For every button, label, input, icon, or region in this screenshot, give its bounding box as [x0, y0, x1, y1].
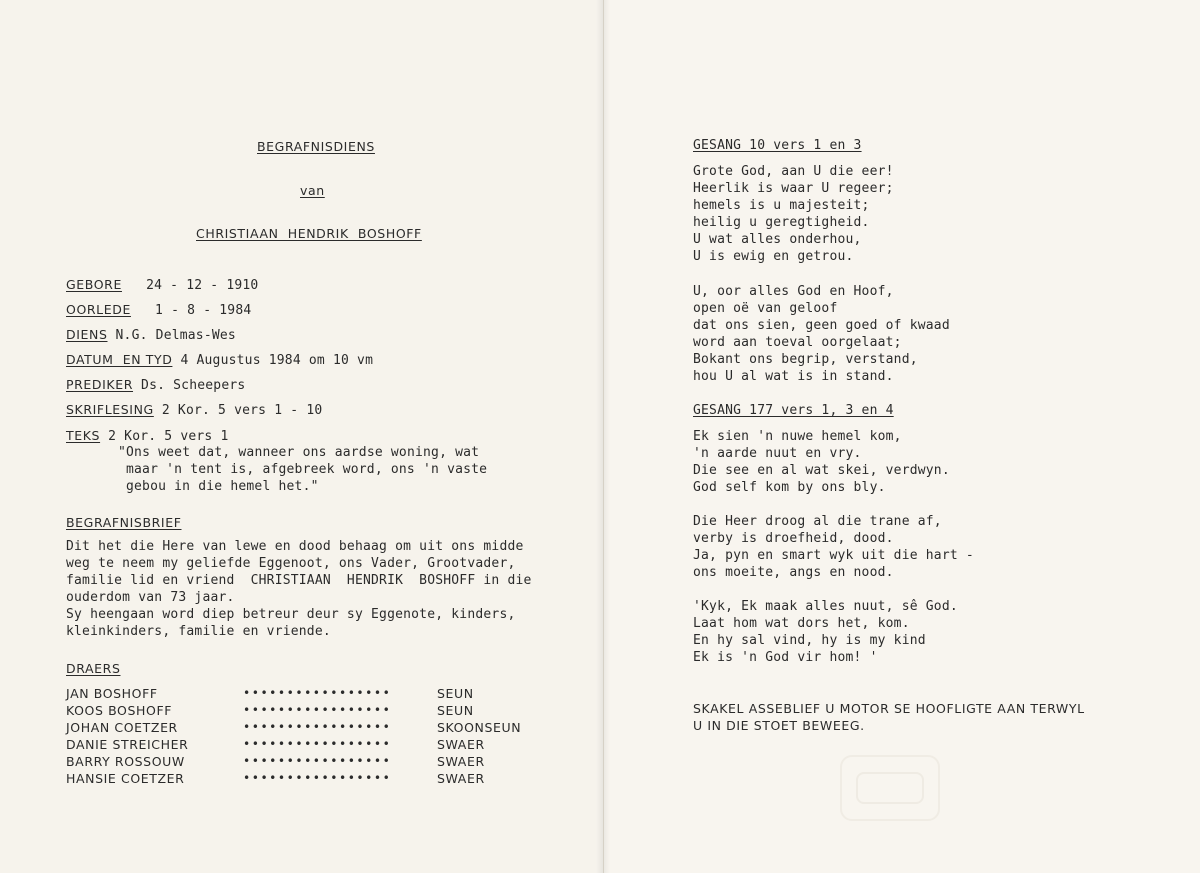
detail-skriflesing — [66, 401, 322, 419]
hymn-line: hemels is u majesteit; — [693, 198, 870, 213]
hymn-line: Bokant ons begrip, verstand, — [693, 352, 918, 367]
draer-relation: SKOONSEUN — [437, 720, 522, 735]
hymn-line: hou U al wat is in stand. — [693, 369, 894, 384]
detail-value: 24 - 12 - 1910 — [146, 278, 259, 293]
page-fold — [596, 0, 610, 873]
draer-name: JOHAN COETZER — [66, 720, 178, 735]
hymn-line: Laat hom wat dors het, kom. — [693, 616, 910, 631]
detail-value: N.G. Delmas-Wes — [115, 328, 236, 343]
brief-line: weg te neem my geliefde Eggenoot, ons Vader, Grootvader, — [66, 556, 516, 571]
detail-datum — [66, 351, 373, 369]
detail-value: 4 Augustus 1984 om 10 vm — [180, 353, 374, 368]
hymn-line: Ja, pyn en smart wyk uit die hart - — [693, 548, 974, 563]
brief-line: Sy heengaan word diep betreur deur sy Eggenote, kinders, — [66, 607, 516, 622]
hymn-line: God self kom by ons bly. — [693, 480, 886, 495]
hymn-line: 'n aarde nuut en vry. — [693, 446, 862, 461]
leader-dots: ••••••••••••••••• — [243, 703, 392, 717]
detail-label: GEBORE — [66, 277, 122, 292]
brief-line: familie lid en vriend CHRISTIAAN HENDRIK BOSHOFF in die — [66, 573, 532, 588]
leader-dots: ••••••••••••••••• — [243, 686, 392, 700]
detail-label: SKRIFLESING — [66, 402, 154, 417]
begrafnisbrief-heading: BEGRAFNISBRIEF — [66, 515, 182, 530]
detail-label: OORLEDE — [66, 302, 131, 317]
draer-relation: SEUN — [437, 703, 474, 718]
gesang-10-heading: GESANG 10 vers 1 en 3 — [693, 138, 862, 153]
leader-dots: ••••••••••••••••• — [243, 754, 392, 768]
draer-name: KOOS BOSHOFF — [66, 703, 173, 718]
hymn-line: U wat alles onderhou, — [693, 232, 862, 247]
hymn-line: U is ewig en getrou. — [693, 249, 854, 264]
draer-relation: SEUN — [437, 686, 474, 701]
draer-relation: SWAER — [437, 771, 485, 786]
draer-name: BARRY ROSSOUW — [66, 754, 185, 769]
hymn-line: En hy sal vind, hy is my kind — [693, 633, 926, 648]
headlights-notice-line: U IN DIE STOET BEWEEG. — [693, 718, 865, 733]
draer-name: JAN BOSHOFF — [66, 686, 158, 701]
hymn-line: 'Kyk, Ek maak alles nuut, sê God. — [693, 599, 958, 614]
detail-prediker — [66, 376, 245, 394]
document-title: BEGRAFNISDIENS — [257, 139, 375, 154]
detail-label: PREDIKER — [66, 377, 134, 392]
headlights-notice-line: SKAKEL ASSEBLIEF U MOTOR SE HOOFLIGTE AAN TERWYL — [693, 701, 1085, 716]
van-label: van — [300, 183, 325, 198]
hymn-line: U, oor alles God en Hoof, — [693, 284, 894, 299]
brief-line: ouderdom van 73 jaar. — [66, 590, 235, 605]
hymn-line: Ek is 'n God vir hom! ' — [693, 650, 878, 665]
detail-label: TEKS — [66, 428, 101, 443]
detail-diens — [66, 326, 236, 344]
hymn-line: open oë van geloof — [693, 301, 838, 316]
detail-gebore — [66, 276, 258, 294]
detail-value: Ds. Scheepers — [141, 378, 246, 393]
hymn-line: Die Heer droog al die trane af, — [693, 514, 942, 529]
leader-dots: ••••••••••••••••• — [243, 771, 392, 785]
hymn-line: Heerlik is waar U regeer; — [693, 181, 894, 196]
deceased-name: CHRISTIAAN HENDRIK BOSHOFF — [196, 226, 422, 241]
leader-dots: ••••••••••••••••• — [243, 737, 392, 751]
gesang-177-heading: GESANG 177 vers 1, 3 en 4 — [693, 403, 894, 418]
draer-name: HANSIE COETZER — [66, 771, 185, 786]
hymn-line: Die see en al wat skei, verdwyn. — [693, 463, 950, 478]
hymn-line: Grote God, aan U die eer! — [693, 164, 894, 179]
detail-value: 2 Kor. 5 vers 1 — [108, 429, 229, 444]
faint-stamp-inner — [856, 772, 924, 804]
draer-relation: SWAER — [437, 737, 485, 752]
hymn-line: heilig u geregtigheid. — [693, 215, 870, 230]
brief-line: Dit het die Here van lewe en dood behaag om uit ons midde — [66, 539, 524, 554]
draer-relation: SWAER — [437, 754, 485, 769]
teks-quote-line: "Ons weet dat, wanneer ons aardse woning, wat — [118, 445, 480, 460]
leader-dots: ••••••••••••••••• — [243, 720, 392, 734]
hymn-line: word aan toeval oorgelaat; — [693, 335, 902, 350]
hymn-line: Ek sien 'n nuwe hemel kom, — [693, 429, 902, 444]
detail-label: DIENS — [66, 327, 108, 342]
hymn-line: ons moeite, angs en nood. — [693, 565, 894, 580]
detail-teks — [66, 427, 229, 445]
detail-oorlede — [66, 301, 251, 319]
hymn-line: dat ons sien, geen goed of kwaad — [693, 318, 950, 333]
draer-name: DANIE STREICHER — [66, 737, 189, 752]
detail-label: DATUM EN TYD — [66, 352, 173, 367]
draers-heading: DRAERS — [66, 661, 121, 676]
teks-quote-line: maar 'n tent is, afgebreek word, ons 'n vaste — [126, 462, 488, 477]
detail-value: 2 Kor. 5 vers 1 - 10 — [161, 403, 323, 418]
hymn-line: verby is droefheid, dood. — [693, 531, 894, 546]
teks-quote-line: gebou in die hemel het." — [126, 479, 319, 494]
detail-value: 1 - 8 - 1984 — [155, 303, 252, 318]
brief-line: kleinkinders, familie en vriende. — [66, 624, 331, 639]
